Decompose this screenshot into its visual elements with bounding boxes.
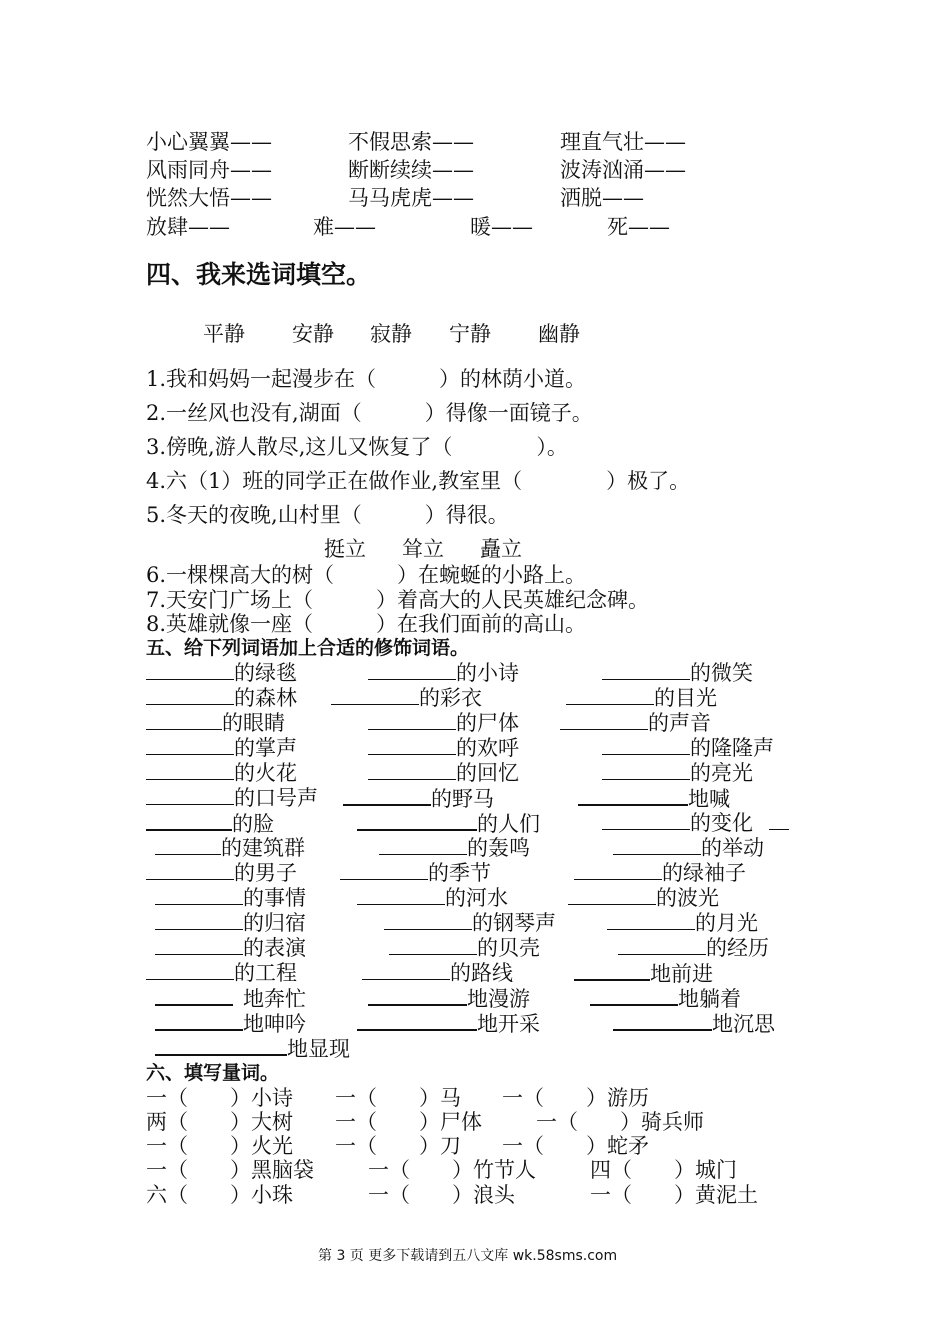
modifier-item: 的变化 bbox=[602, 811, 789, 835]
idiom-item: 断断续续—— bbox=[348, 158, 474, 182]
word-bank-item: 宁静 bbox=[449, 322, 491, 346]
modifier-item: 的野马 bbox=[343, 786, 494, 811]
measure-item: 一（ ）黑脑袋 bbox=[146, 1158, 314, 1182]
modifier-item: 地漫游 bbox=[368, 986, 530, 1011]
modifier-item: 地呻吟 bbox=[155, 1011, 306, 1036]
measure-item: 一（ ）马 bbox=[335, 1086, 461, 1110]
idiom-item: 不假思索—— bbox=[348, 130, 474, 154]
idiom-item: 恍然大悟—— bbox=[146, 186, 272, 210]
modifier-item: 的轰鸣 bbox=[379, 836, 530, 860]
section6-title: 六、填写量词。 bbox=[146, 1062, 280, 1084]
modifier-item: 的回忆 bbox=[368, 761, 519, 785]
modifier-item: 的隆隆声 bbox=[602, 736, 774, 760]
modifier-item: 地沉思 bbox=[613, 1011, 775, 1036]
word-bank-item: 平静 bbox=[203, 322, 245, 346]
measure-item: 一（ ）游历 bbox=[502, 1086, 649, 1110]
measure-item: 六（ ）小珠 bbox=[146, 1183, 293, 1207]
measure-item: 一（ ）刀 bbox=[335, 1134, 461, 1158]
modifier-item: 的绿袖子 bbox=[574, 861, 746, 885]
modifier-item: 的归宿 bbox=[155, 911, 306, 935]
idiom-item: 放肆—— bbox=[146, 215, 230, 239]
modifier-item: 的目光 bbox=[566, 686, 717, 710]
fill-sentence: 4.六（1）班的同学正在做作业,教室里（ ）极了。 bbox=[146, 469, 691, 493]
idiom-item: 死—— bbox=[607, 215, 670, 239]
page-footer: 第 3 页 更多下载请到五八文库 wk.58sms.com bbox=[318, 1248, 618, 1264]
idiom-item: 理直气壮—— bbox=[560, 130, 686, 154]
word-bank-item: 幽静 bbox=[538, 322, 580, 346]
measure-item: 一（ ）浪头 bbox=[368, 1183, 515, 1207]
modifier-item: 的森林 bbox=[146, 686, 297, 710]
modifier-item: 地前进 bbox=[574, 961, 713, 986]
word-bank-item: 安静 bbox=[292, 322, 334, 346]
section5-title: 五、给下列词语加上合适的修饰词语。 bbox=[146, 637, 470, 659]
modifier-item: 地喊 bbox=[578, 786, 730, 811]
idiom-item: 暖—— bbox=[470, 215, 533, 239]
modifier-item: 地躺着 bbox=[590, 986, 741, 1011]
modifier-item: 的脸 bbox=[146, 811, 274, 836]
modifier-item: 的河水 bbox=[357, 886, 508, 910]
idiom-item: 波涛汹涌—— bbox=[560, 158, 686, 182]
measure-item: 一（ ）骑兵师 bbox=[536, 1110, 704, 1134]
modifier-item: 的人们 bbox=[357, 811, 540, 836]
idiom-item: 马马虎虎—— bbox=[348, 186, 474, 210]
modifier-item: 的眼睛 bbox=[146, 711, 285, 735]
modifier-item: 的彩衣 bbox=[331, 686, 482, 710]
fill-sentence: 6.一棵棵高大的树（ ）在蜿蜒的小路上。 bbox=[146, 563, 587, 587]
modifier-item: 的钢琴声 bbox=[384, 911, 556, 935]
modifier-item: 的月光 bbox=[607, 911, 758, 935]
measure-item: 四（ ）城门 bbox=[590, 1158, 737, 1182]
modifier-item: 的路线 bbox=[362, 961, 513, 985]
modifier-item: 的建筑群 bbox=[155, 836, 305, 860]
fill-sentence: 1.我和妈妈一起漫步在（ ）的林荫小道。 bbox=[146, 367, 587, 391]
modifier-item: 的尸体 bbox=[368, 711, 519, 735]
fill-sentence: 2.一丝风也没有,湖面（ ）得像一面镜子。 bbox=[146, 401, 593, 425]
modifier-item: 的亮光 bbox=[602, 761, 753, 785]
idiom-item: 风雨同舟—— bbox=[146, 158, 272, 182]
measure-item: 一（ ）竹节人 bbox=[368, 1158, 536, 1182]
modifier-item: 的掌声 bbox=[146, 736, 297, 760]
modifier-item: 的波光 bbox=[568, 886, 719, 910]
word-bank-item: 挺立 bbox=[324, 537, 366, 561]
measure-item: 一（ ）黄泥土 bbox=[590, 1183, 758, 1207]
modifier-item: 的经历 bbox=[618, 936, 769, 960]
modifier-item: 的声音 bbox=[560, 711, 711, 735]
section4-title: 四、我来选词填空。 bbox=[146, 260, 372, 289]
modifier-item: 的小诗 bbox=[368, 661, 519, 685]
modifier-item: 的男子 bbox=[146, 861, 297, 885]
modifier-item: 地奔忙 bbox=[155, 986, 306, 1011]
measure-item: 一（ ）小诗 bbox=[146, 1086, 293, 1110]
fill-sentence: 5.冬天的夜晚,山村里（ ）得很。 bbox=[146, 503, 509, 527]
modifier-item: 地开采 bbox=[357, 1011, 540, 1036]
fill-sentence: 3.傍晚,游人散尽,这儿又恢复了（ ）。 bbox=[146, 435, 568, 459]
modifier-item: 的口号声 bbox=[146, 786, 318, 810]
measure-item: 一（ ）火光 bbox=[146, 1134, 293, 1158]
modifier-item: 的季节 bbox=[340, 861, 491, 885]
idiom-item: 难—— bbox=[313, 215, 376, 239]
word-bank-item: 矗立 bbox=[480, 537, 522, 561]
modifier-item: 的火花 bbox=[146, 761, 297, 785]
fill-sentence: 7.天安门广场上（ ）着高大的人民英雄纪念碑。 bbox=[146, 588, 650, 612]
modifier-item: 的表演 bbox=[155, 936, 306, 960]
modifier-item: 的工程 bbox=[146, 961, 297, 985]
modifier-item: 的绿毯 bbox=[146, 661, 297, 685]
idiom-item: 洒脱—— bbox=[560, 186, 644, 210]
modifier-item: 地显现 bbox=[155, 1036, 350, 1061]
idiom-item: 小心翼翼—— bbox=[146, 130, 272, 154]
modifier-item: 的欢呼 bbox=[368, 736, 519, 760]
modifier-item: 的贝壳 bbox=[389, 936, 540, 960]
word-bank-item: 耸立 bbox=[402, 537, 444, 561]
modifier-item: 的举动 bbox=[613, 836, 764, 860]
modifier-item: 的事情 bbox=[155, 886, 306, 910]
measure-item: 两（ ）大树 bbox=[146, 1110, 293, 1134]
fill-sentence: 8.英雄就像一座（ ）在我们面前的高山。 bbox=[146, 612, 587, 636]
modifier-item: 的微笑 bbox=[602, 661, 753, 685]
measure-item: 一（ ）蛇矛 bbox=[502, 1134, 649, 1158]
measure-item: 一（ ）尸体 bbox=[335, 1110, 482, 1134]
word-bank-item: 寂静 bbox=[370, 322, 412, 346]
